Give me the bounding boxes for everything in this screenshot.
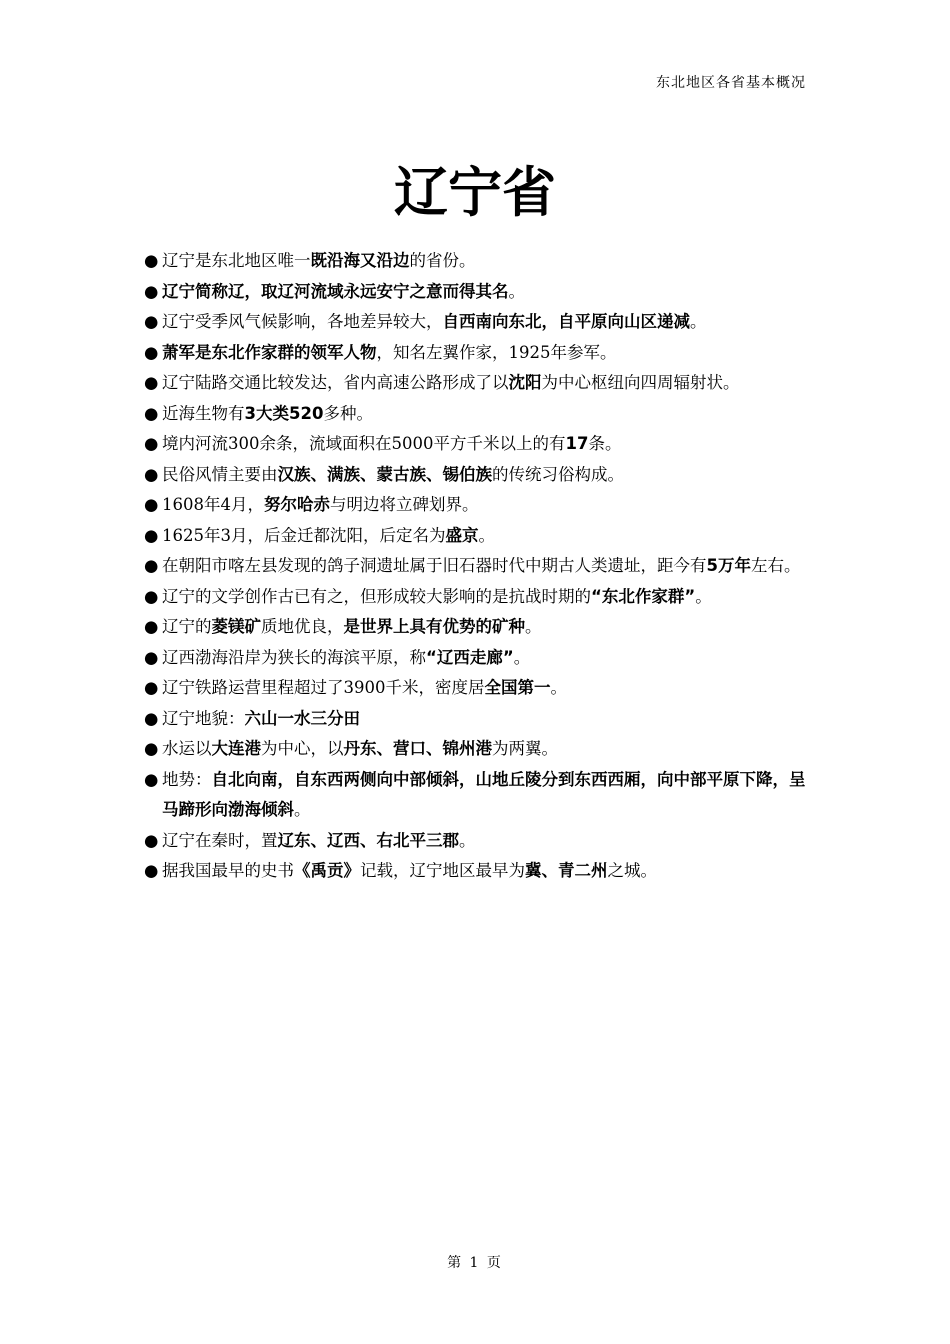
bullet-icon: ●: [144, 373, 159, 392]
bullet-icon: ●: [144, 861, 159, 880]
item-text: 民俗风情主要由: [162, 464, 278, 484]
item-text: 辽宁受季风气候影响，各地差异较大，: [162, 312, 443, 331]
bullet-icon: ●: [144, 464, 159, 484]
footer-suffix: 页: [486, 1255, 503, 1271]
item-text: 在朝阳市喀左县发现的鸽子洞遗址属于旧石器时代中期古人类遗址，距今有: [162, 556, 707, 575]
item-text: 。: [294, 800, 311, 819]
item-text: 。: [513, 647, 531, 667]
list-item: [144, 277, 808, 308]
bullet-icon: ●: [144, 617, 159, 636]
item-text: 与明边将立碑划界。: [330, 495, 479, 514]
item-text: 。: [508, 281, 525, 301]
item-text: 辽宁陆路交通比较发达，省内高速公路形成了以: [162, 373, 509, 392]
page-footer: [0, 1252, 950, 1272]
item-text: 记载，辽宁地区最早为: [360, 861, 525, 880]
item-text: ，知名左翼作家，1925年参军。: [376, 342, 617, 362]
item-text: 辽宁的文学创作古已有之，但形成较大影响的是抗战时期的: [162, 586, 591, 606]
bullet-icon: ●: [144, 769, 159, 789]
page-title: 辽宁省: [394, 160, 556, 224]
bullet-icon: ●: [144, 434, 159, 453]
emphasized-text: 丹东、营口、锦州港: [343, 739, 492, 758]
emphasized-text: 菱镁矿: [211, 617, 261, 636]
item-text: 近海生物有: [162, 403, 245, 423]
item-text: 辽宁是东北地区唯一: [162, 251, 311, 270]
list-item: [144, 338, 808, 369]
list-item: [144, 399, 808, 430]
bullet-icon: ●: [144, 251, 159, 270]
item-text: 1608年4月，: [162, 495, 264, 514]
bullet-icon: ●: [144, 678, 159, 697]
bullet-icon: ●: [144, 708, 159, 728]
emphasized-text: 是世界上具有优势的矿种: [343, 617, 525, 636]
list-item: [144, 490, 808, 521]
item-text: 质地优良，: [261, 617, 344, 636]
item-text: 。: [525, 617, 542, 636]
item-text: 多种。: [323, 403, 373, 423]
emphasized-text: 自北向南，自东西两侧向中部倾斜，山地丘陵分到东西西厢，向中部平原下降，呈马蹄形向渤海倾斜: [162, 769, 806, 819]
item-text: 左右。: [750, 556, 801, 575]
list-item: [144, 612, 808, 643]
item-text: 为两翼。: [492, 739, 558, 758]
item-text: 条。: [588, 434, 622, 453]
emphasized-text: 六山一水三分田: [244, 708, 360, 728]
list-item: [144, 765, 808, 826]
page-number: 1: [469, 1255, 481, 1271]
emphasized-text: 沈阳: [508, 373, 542, 392]
bullet-icon: ●: [144, 739, 159, 758]
item-text: 。: [478, 525, 495, 545]
item-text: 为中心，以: [261, 739, 344, 758]
list-item: [144, 826, 808, 857]
emphasized-text: 辽宁简称辽，取辽河流域永远安宁之意而得其名: [162, 281, 509, 301]
list-item: [144, 246, 808, 277]
list-item: [144, 429, 808, 460]
bullet-list: [144, 246, 808, 887]
item-text: 之城。: [607, 861, 657, 880]
item-text: 据我国最早的史书: [162, 861, 294, 880]
list-item: [144, 551, 808, 582]
emphasized-text: 大连港: [211, 739, 261, 758]
emphasized-text: 盛京: [445, 525, 479, 545]
item-text: 1625年3月，后金迁都沈阳，后定名为: [162, 525, 446, 545]
emphasized-text: 3大类520: [244, 403, 324, 423]
emphasized-text: 汉族、满族、蒙古族、锡伯族: [277, 464, 492, 484]
item-text: 。: [690, 312, 707, 331]
list-item: [144, 643, 808, 674]
footer-prefix: 第: [447, 1255, 464, 1271]
emphasized-text: 17: [565, 434, 589, 453]
item-text: 境内河流300余条，流域面积在5000平方千米以上的有: [162, 434, 566, 453]
bullet-icon: ●: [144, 586, 159, 606]
bullet-icon: ●: [144, 525, 159, 545]
item-text: 辽宁在秦时，置: [162, 830, 278, 850]
list-item: [144, 704, 808, 735]
item-text: 地势：: [162, 769, 212, 789]
item-text: 水运以: [162, 739, 212, 758]
item-text: 的传统习俗构成。: [492, 464, 624, 484]
emphasized-text: 冀、青二州: [525, 861, 608, 880]
bullet-icon: ●: [144, 403, 159, 423]
list-item: [144, 307, 808, 338]
emphasized-text: “东北作家群”: [591, 586, 696, 606]
emphasized-text: 努尔哈赤: [264, 495, 330, 514]
item-text: 辽西渤海沿岸为狭长的海滨平原，称: [162, 647, 426, 667]
emphasized-text: 《禹贡》: [294, 861, 360, 880]
list-item: [144, 734, 808, 765]
list-item: [144, 460, 808, 491]
list-item: [144, 673, 808, 704]
bullet-icon: ●: [144, 281, 159, 301]
bullet-icon: ●: [144, 342, 159, 362]
bullet-icon: ●: [144, 830, 159, 850]
bullet-icon: ●: [144, 647, 159, 667]
emphasized-text: “辽西走廊”: [426, 647, 514, 667]
item-text: 辽宁地貌：: [162, 708, 245, 728]
item-text: 的省份。: [409, 251, 476, 270]
bullet-icon: ●: [144, 312, 159, 331]
item-text: 。: [459, 830, 476, 850]
emphasized-text: 5万年: [706, 556, 751, 575]
list-item: [144, 368, 808, 399]
item-text: 辽宁的: [162, 617, 212, 636]
item-text: 为中心枢纽向四周辐射状。: [541, 373, 740, 392]
bullet-icon: ●: [144, 556, 159, 575]
bullet-icon: ●: [144, 495, 159, 514]
item-text: 辽宁铁路运营里程超过了3900千米，密度居: [162, 678, 485, 697]
list-item: [144, 856, 808, 887]
emphasized-text: 全国第一: [484, 678, 551, 697]
list-item: [144, 521, 808, 552]
emphasized-text: 既沿海又沿边: [310, 251, 410, 270]
emphasized-text: 自西南向东北，自平原向山区递减: [442, 312, 690, 331]
list-item: [144, 582, 808, 613]
running-header: 东北地区各省基本概况: [656, 75, 806, 91]
emphasized-text: 萧军是东北作家群的领军人物: [162, 342, 377, 362]
emphasized-text: 辽东、辽西、右北平三郡: [277, 830, 459, 850]
item-text: 。: [550, 678, 567, 697]
item-text: 。: [695, 586, 712, 606]
